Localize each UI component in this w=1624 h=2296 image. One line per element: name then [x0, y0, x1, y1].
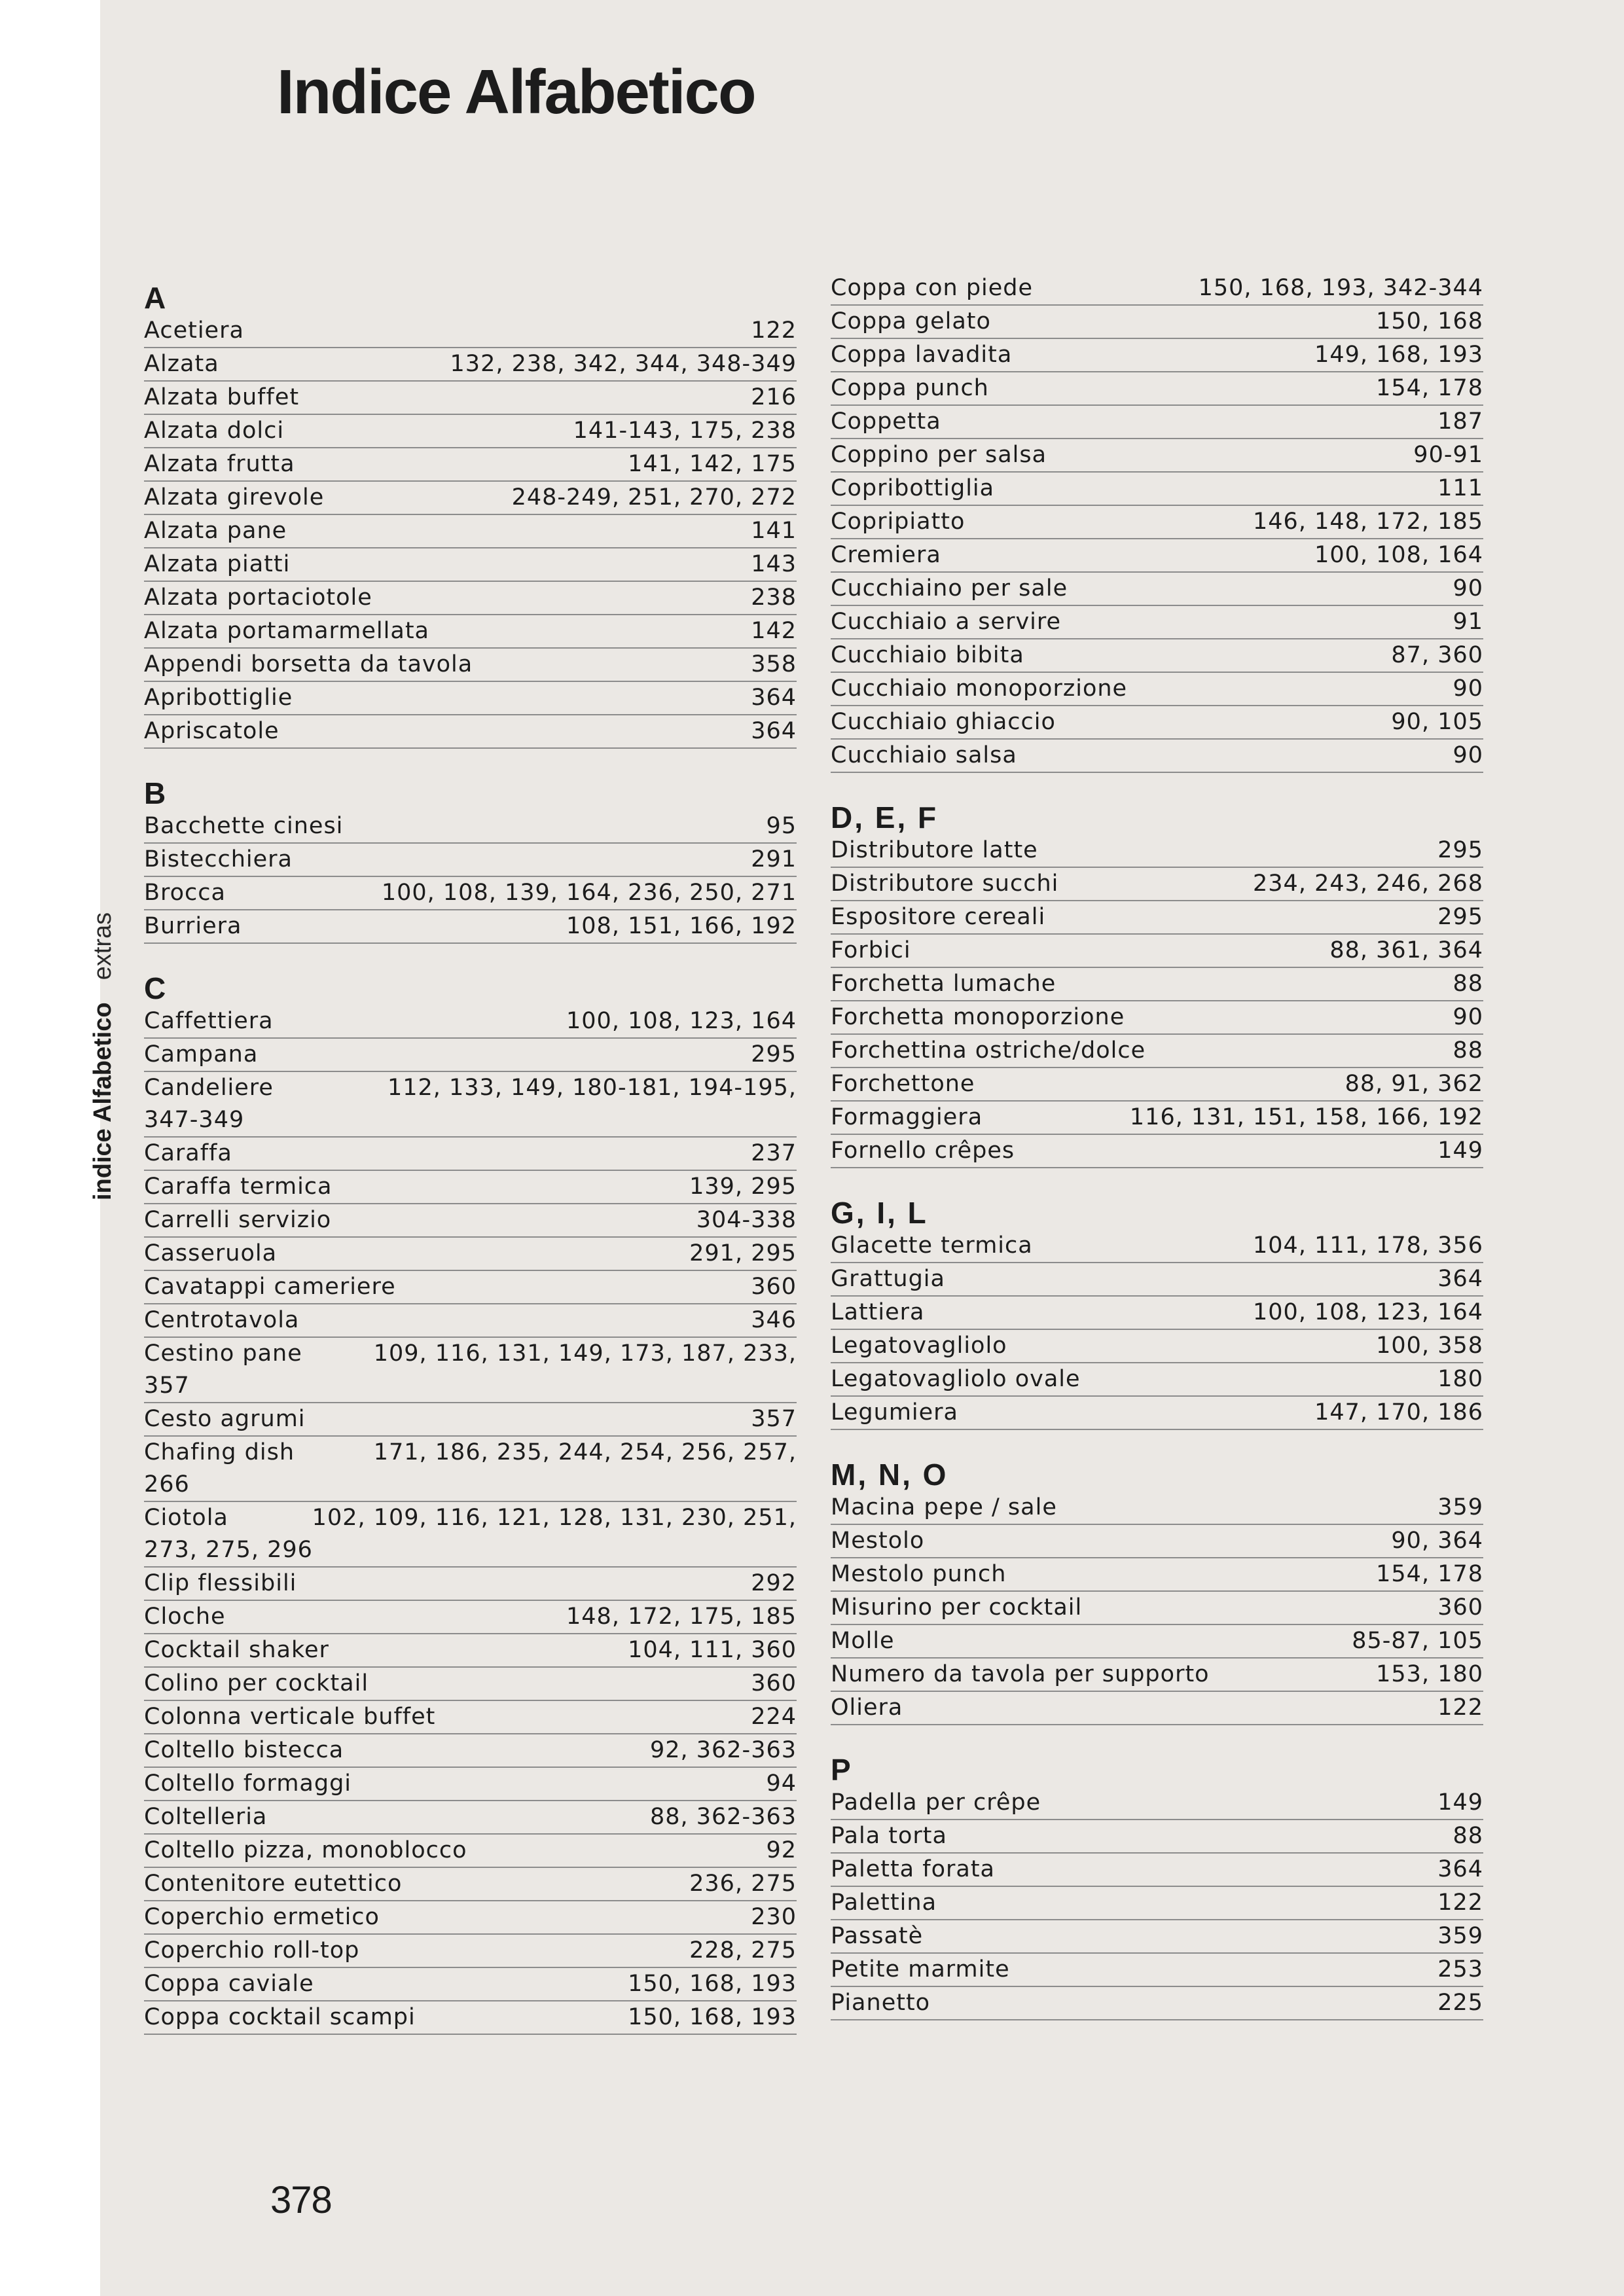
entry-pages: 364	[751, 685, 797, 711]
entry-name: Clip flessibili	[144, 1570, 297, 1596]
page-title: Indice Alfabetico	[277, 57, 755, 127]
index-entry	[831, 1068, 1483, 1102]
entry-pages: 122	[1437, 1695, 1483, 1721]
index-entry	[831, 473, 1483, 506]
entry-name: Pianetto	[831, 1990, 931, 2016]
entry-pages: 154, 178	[1376, 375, 1483, 401]
entry-name: Copripiatto	[831, 509, 965, 535]
section-letter: A	[144, 281, 168, 315]
entry-pages: 228, 275	[689, 1937, 797, 1964]
entry-name: Alzata	[144, 351, 219, 377]
side-label	[90, 912, 115, 1200]
entry-pages: 238	[751, 584, 797, 611]
entry-pages: 104, 111, 360	[628, 1637, 797, 1663]
entry-pages: 141	[751, 518, 797, 544]
index-entry	[144, 1801, 797, 1835]
index-entry	[831, 1363, 1483, 1397]
entry-pages: 248-249, 251, 270, 272	[511, 484, 797, 511]
entry-name: Forchetta monoporzione	[831, 1004, 1125, 1030]
side-label-section: indice Alfabetico	[89, 1002, 117, 1200]
index-entry	[831, 834, 1483, 868]
entry-pages: 358	[751, 651, 797, 677]
entry-pages: 148, 172, 175, 185	[566, 1604, 797, 1630]
index-entry	[831, 406, 1483, 439]
entry-name: Oliera	[831, 1695, 903, 1721]
index-entry	[144, 682, 797, 715]
entry-name: Lattiera	[831, 1299, 925, 1325]
entry-pages: 88	[1453, 1037, 1483, 1064]
entry-name: Cloche	[144, 1604, 226, 1630]
entry-name: Cucchiaio bibita	[831, 642, 1024, 668]
index-entry	[144, 1403, 797, 1437]
entry-pages: 150, 168, 193	[628, 2004, 797, 2030]
index-entry	[144, 877, 797, 910]
entry-pages: 295	[751, 1041, 797, 1067]
entry-name: Cucchiaio ghiaccio	[831, 709, 1056, 735]
entry-name: Coppa lavadita	[831, 342, 1013, 368]
entry-name: Coltello bistecca	[144, 1737, 344, 1763]
index-entry	[831, 1659, 1483, 1692]
index-entry	[831, 639, 1483, 673]
entry-pages: 292	[751, 1570, 797, 1596]
entry-name: Coppetta	[831, 408, 941, 435]
entry-name: Apribottiglie	[144, 685, 293, 711]
entry-name: Passatè	[831, 1923, 924, 1949]
entry-pages-continued: 347-349	[144, 1107, 245, 1133]
entry-pages: 85-87, 105	[1352, 1628, 1483, 1654]
entry-pages: 230	[751, 1904, 797, 1930]
entry-name: Mestolo punch	[831, 1561, 1007, 1587]
entry-name: Paletta forata	[831, 1856, 996, 1882]
entry-name: Grattugia	[831, 1266, 945, 1292]
index-entry	[831, 1135, 1483, 1168]
entry-pages: 90-91	[1413, 442, 1483, 468]
entry-pages: 149, 168, 193	[1314, 342, 1483, 368]
index-entry	[831, 1820, 1483, 1854]
entry-name: Palettina	[831, 1890, 937, 1916]
entry-name: Colonna verticale buffet	[144, 1704, 436, 1730]
entry-name: Alzata buffet	[144, 384, 300, 410]
index-entry	[831, 1887, 1483, 1920]
entry-pages: 141-143, 175, 238	[573, 418, 797, 444]
entry-pages: 150, 168, 193	[628, 1971, 797, 1997]
index-entry	[831, 1035, 1483, 1068]
section-letter: D, E, F	[831, 800, 939, 834]
index-entry	[144, 2001, 797, 2035]
index-entry	[831, 740, 1483, 773]
entry-name: Coppa punch	[831, 375, 989, 401]
index-entry	[831, 1492, 1483, 1525]
entry-pages: 88, 91, 362	[1344, 1071, 1483, 1097]
index-entry	[144, 910, 797, 944]
entry-name: Coltello formaggi	[144, 1770, 352, 1797]
entry-pages: 91	[1453, 609, 1483, 635]
entry-pages: 149	[1437, 1138, 1483, 1164]
index-entry	[831, 1592, 1483, 1625]
entry-pages: 154, 178	[1376, 1561, 1483, 1587]
entry-name: Bistecchiera	[144, 846, 293, 872]
index-entry	[144, 348, 797, 382]
entry-name: Burriera	[144, 913, 242, 939]
entry-pages: 88, 362-363	[649, 1804, 797, 1830]
index-entry	[144, 1701, 797, 1734]
index-entry	[144, 1502, 797, 1568]
entry-pages: 149	[1437, 1789, 1483, 1816]
entry-name: Coperchio ermetico	[144, 1904, 380, 1930]
section-letter: M, N, O	[831, 1458, 948, 1492]
entry-pages: 90	[1453, 742, 1483, 768]
entry-pages: 90	[1453, 575, 1483, 601]
entry-pages: 153, 180	[1376, 1661, 1483, 1687]
entry-pages: 88	[1453, 971, 1483, 997]
entry-name: Cremiera	[831, 542, 941, 568]
entry-pages: 90	[1453, 1004, 1483, 1030]
entry-pages: 150, 168, 193, 342-344	[1198, 275, 1483, 301]
entry-pages: 357	[751, 1406, 797, 1432]
index-entry	[831, 1558, 1483, 1592]
entry-pages: 104, 111, 178, 356	[1253, 1232, 1483, 1259]
index-entry	[831, 439, 1483, 473]
entry-name: Alzata portamarmellata	[144, 618, 429, 644]
index-entry	[831, 1692, 1483, 1725]
entry-name: Forbici	[831, 937, 911, 963]
index-entry	[831, 1920, 1483, 1954]
entry-name: Cavatappi cameriere	[144, 1274, 396, 1300]
side-label-category: extras	[89, 912, 117, 980]
entry-name: Coltello pizza, monoblocco	[144, 1837, 467, 1863]
index-entry	[831, 935, 1483, 968]
entry-pages: 224	[751, 1704, 797, 1730]
index-entry	[144, 482, 797, 515]
index-entry	[831, 1987, 1483, 2020]
index-entry	[831, 272, 1483, 306]
index-entry	[144, 1304, 797, 1338]
entry-name: Ciotola	[144, 1505, 228, 1531]
entry-pages: 364	[1437, 1856, 1483, 1882]
entry-name: Apriscatole	[144, 718, 280, 744]
section-letter: B	[144, 776, 168, 810]
index-entry	[831, 1625, 1483, 1659]
entry-pages: 100, 108, 123, 164	[566, 1008, 797, 1034]
index-entry	[144, 1901, 797, 1935]
entry-pages: 88	[1453, 1823, 1483, 1849]
entry-pages: 92, 362-363	[649, 1737, 797, 1763]
index-entry	[831, 606, 1483, 639]
entry-name: Copribottiglia	[831, 475, 995, 501]
entry-name: Pala torta	[831, 1823, 947, 1849]
entry-name: Cucchiaio a servire	[831, 609, 1062, 635]
index-entry	[144, 1437, 797, 1502]
entry-name: Coppa gelato	[831, 308, 991, 334]
entry-name: Alzata pane	[144, 518, 287, 544]
index-entry	[144, 615, 797, 649]
entry-pages: 253	[1437, 1956, 1483, 1982]
entry-name: Alzata frutta	[144, 451, 295, 477]
entry-pages-continued: 357	[144, 1372, 190, 1399]
entry-name: Petite marmite	[831, 1956, 1010, 1982]
index-entry	[144, 548, 797, 582]
entry-name: Forchettina ostriche/dolce	[831, 1037, 1146, 1064]
entry-name: Fornello crêpes	[831, 1138, 1015, 1164]
entry-name: Appendi borsetta da tavola	[144, 651, 473, 677]
index-entry	[144, 1668, 797, 1701]
entry-name: Alzata girevole	[144, 484, 325, 511]
entry-name: Cucchiaio salsa	[831, 742, 1017, 768]
index-entry	[144, 1734, 797, 1768]
entry-pages: 346	[751, 1307, 797, 1333]
index-entry	[144, 1634, 797, 1668]
entry-pages: 122	[1437, 1890, 1483, 1916]
entry-name: Brocca	[144, 880, 226, 906]
index-entry	[144, 448, 797, 482]
entry-name: Acetiera	[144, 317, 244, 344]
entry-pages: 236, 275	[689, 1871, 797, 1897]
entry-pages: 304-338	[696, 1207, 797, 1233]
index-entry	[831, 901, 1483, 935]
index-column-left	[144, 276, 797, 2035]
entry-name: Formaggiera	[831, 1104, 983, 1130]
index-entry	[831, 706, 1483, 740]
entry-name: Cesto agrumi	[144, 1406, 306, 1432]
index-entry	[831, 1297, 1483, 1330]
entry-pages: 90	[1453, 675, 1483, 702]
entry-name: Centrotavola	[144, 1307, 300, 1333]
entry-pages: 94	[766, 1770, 797, 1797]
entry-name: Forchettone	[831, 1071, 975, 1097]
entry-name: Espositore cereali	[831, 904, 1046, 930]
entry-name: Molle	[831, 1628, 895, 1654]
entry-pages: 295	[1437, 904, 1483, 930]
entry-pages: 291, 295	[689, 1240, 797, 1266]
index-entry	[144, 1072, 797, 1138]
index-entry	[144, 1238, 797, 1271]
entry-name: Caraffa termica	[144, 1174, 333, 1200]
entry-name: Forchetta lumache	[831, 971, 1056, 997]
entry-name: Coppa caviale	[144, 1971, 314, 1997]
index-entry	[144, 382, 797, 415]
entry-pages: 92	[766, 1837, 797, 1863]
entry-pages: 141, 142, 175	[628, 451, 797, 477]
index-column-right	[831, 272, 1483, 2020]
index-entry	[831, 968, 1483, 1001]
index-entry	[144, 415, 797, 448]
entry-name: Bacchette cinesi	[144, 813, 344, 839]
index-entry	[831, 673, 1483, 706]
index-entry	[831, 539, 1483, 573]
index-entry	[144, 1005, 797, 1039]
entry-pages: 100, 108, 164	[1314, 542, 1483, 568]
entry-pages: 359	[1437, 1494, 1483, 1520]
index-entry	[831, 506, 1483, 539]
entry-name: Candeliere	[144, 1075, 274, 1101]
entry-name: Cucchiaio monoporzione	[831, 675, 1128, 702]
index-entry	[831, 1102, 1483, 1135]
entry-name: Legatovagliolo	[831, 1333, 1007, 1359]
entry-name: Padella per crêpe	[831, 1789, 1041, 1816]
entry-name: Contenitore eutettico	[144, 1871, 403, 1897]
section-letter: G, I, L	[831, 1196, 928, 1230]
entry-pages: 359	[1437, 1923, 1483, 1949]
entry-pages: 90, 364	[1391, 1528, 1483, 1554]
entry-name: Cestino pane	[144, 1340, 302, 1367]
entry-name: Coppino per salsa	[831, 442, 1047, 468]
index-entry	[144, 810, 797, 844]
entry-pages: 88, 361, 364	[1329, 937, 1483, 963]
index-entry	[831, 1525, 1483, 1558]
entry-name: Legumiera	[831, 1399, 959, 1426]
index-entry	[831, 868, 1483, 901]
entry-name: Glacette termica	[831, 1232, 1033, 1259]
entry-pages: 116, 131, 151, 158, 166, 192	[1129, 1104, 1483, 1130]
section-letter: C	[144, 971, 168, 1005]
entry-pages: 100, 108, 123, 164	[1253, 1299, 1483, 1325]
index-entry	[144, 1968, 797, 2001]
entry-name: Legatovagliolo ovale	[831, 1366, 1081, 1392]
entry-name: Colino per cocktail	[144, 1670, 369, 1696]
entry-name: Alzata dolci	[144, 418, 285, 444]
index-entry	[831, 1330, 1483, 1363]
entry-pages: 100, 358	[1376, 1333, 1483, 1359]
entry-name: Distributore succhi	[831, 870, 1059, 897]
index-entry	[831, 306, 1483, 339]
index-entry	[144, 1039, 797, 1072]
entry-name: Alzata portaciotole	[144, 584, 372, 611]
entry-pages-continued: 273, 275, 296	[144, 1537, 313, 1563]
entry-pages: 225	[1437, 1990, 1483, 2016]
entry-name: Alzata piatti	[144, 551, 291, 577]
index-entry	[144, 1338, 797, 1403]
entry-pages: 122	[751, 317, 797, 344]
index-entry	[831, 1263, 1483, 1297]
index-entry	[144, 1568, 797, 1601]
index-entry	[144, 649, 797, 682]
index-entry	[144, 1271, 797, 1304]
entry-pages: 90, 105	[1391, 709, 1483, 735]
entry-name: Mestolo	[831, 1528, 925, 1554]
entry-pages: 112, 133, 149, 180-181, 194-195,	[387, 1075, 797, 1101]
entry-name: Coperchio roll-top	[144, 1937, 360, 1964]
entry-name: Cocktail shaker	[144, 1637, 329, 1663]
entry-name: Chafing dish	[144, 1439, 295, 1465]
entry-pages: 100, 108, 139, 164, 236, 250, 271	[381, 880, 797, 906]
entry-pages: 234, 243, 246, 268	[1253, 870, 1483, 897]
entry-pages: 142	[751, 618, 797, 644]
index-entry	[144, 844, 797, 877]
index-entry	[144, 1935, 797, 1968]
index-entry	[831, 573, 1483, 606]
entry-name: Carrelli servizio	[144, 1207, 332, 1233]
index-entry	[831, 1230, 1483, 1263]
entry-pages: 87, 360	[1391, 642, 1483, 668]
index-entry	[831, 339, 1483, 372]
entry-pages-continued: 266	[144, 1471, 190, 1498]
index-entry	[831, 1397, 1483, 1430]
entry-pages: 150, 168	[1376, 308, 1483, 334]
entry-pages: 364	[1437, 1266, 1483, 1292]
index-entry	[144, 1868, 797, 1901]
entry-pages: 147, 170, 186	[1314, 1399, 1483, 1426]
entry-pages: 171, 186, 235, 244, 254, 256, 257,	[373, 1439, 797, 1465]
entry-name: Coppa con piede	[831, 275, 1034, 301]
entry-name: Coltelleria	[144, 1804, 268, 1830]
entry-pages: 360	[751, 1670, 797, 1696]
entry-pages: 180	[1437, 1366, 1483, 1392]
entry-pages: 216	[751, 384, 797, 410]
entry-pages: 95	[766, 813, 797, 839]
index-entry	[144, 1768, 797, 1801]
entry-pages: 364	[751, 718, 797, 744]
page-number: 378	[270, 2179, 332, 2221]
entry-name: Caffettiera	[144, 1008, 274, 1034]
index-entry	[831, 1001, 1483, 1035]
index-entry	[144, 582, 797, 615]
entry-pages: 139, 295	[689, 1174, 797, 1200]
index-entry	[144, 315, 797, 348]
index-entry	[831, 372, 1483, 406]
entry-name: Cucchiaino per sale	[831, 575, 1068, 601]
index-entry	[831, 1787, 1483, 1820]
entry-name: Caraffa	[144, 1140, 232, 1166]
index-entry	[831, 1954, 1483, 1987]
section-letter: P	[831, 1753, 853, 1787]
entry-pages: 237	[751, 1140, 797, 1166]
index-entry	[144, 1138, 797, 1171]
entry-name: Numero da tavola per supporto	[831, 1661, 1210, 1687]
index-entry	[144, 1171, 797, 1204]
index-entry	[144, 1204, 797, 1238]
entry-pages: 146, 148, 172, 185	[1253, 509, 1483, 535]
index-entry	[144, 1835, 797, 1868]
entry-pages: 295	[1437, 837, 1483, 863]
entry-pages: 132, 238, 342, 344, 348-349	[450, 351, 797, 377]
index-entry	[144, 515, 797, 548]
entry-name: Distributore latte	[831, 837, 1038, 863]
index-entry	[144, 1601, 797, 1634]
entry-pages: 109, 116, 131, 149, 173, 187, 233,	[373, 1340, 797, 1367]
entry-pages: 187	[1437, 408, 1483, 435]
entry-pages: 108, 151, 166, 192	[566, 913, 797, 939]
index-entry	[144, 715, 797, 749]
entry-name: Casseruola	[144, 1240, 278, 1266]
entry-pages: 360	[1437, 1594, 1483, 1621]
entry-pages: 102, 109, 116, 121, 128, 131, 230, 251,	[312, 1505, 797, 1531]
entry-pages: 291	[751, 846, 797, 872]
entry-name: Misurino per cocktail	[831, 1594, 1083, 1621]
index-entry	[831, 1854, 1483, 1887]
entry-pages: 360	[751, 1274, 797, 1300]
entry-name: Coppa cocktail scampi	[144, 2004, 416, 2030]
entry-pages: 143	[751, 551, 797, 577]
entry-name: Campana	[144, 1041, 259, 1067]
entry-name: Macina pepe / sale	[831, 1494, 1057, 1520]
entry-pages: 111	[1437, 475, 1483, 501]
